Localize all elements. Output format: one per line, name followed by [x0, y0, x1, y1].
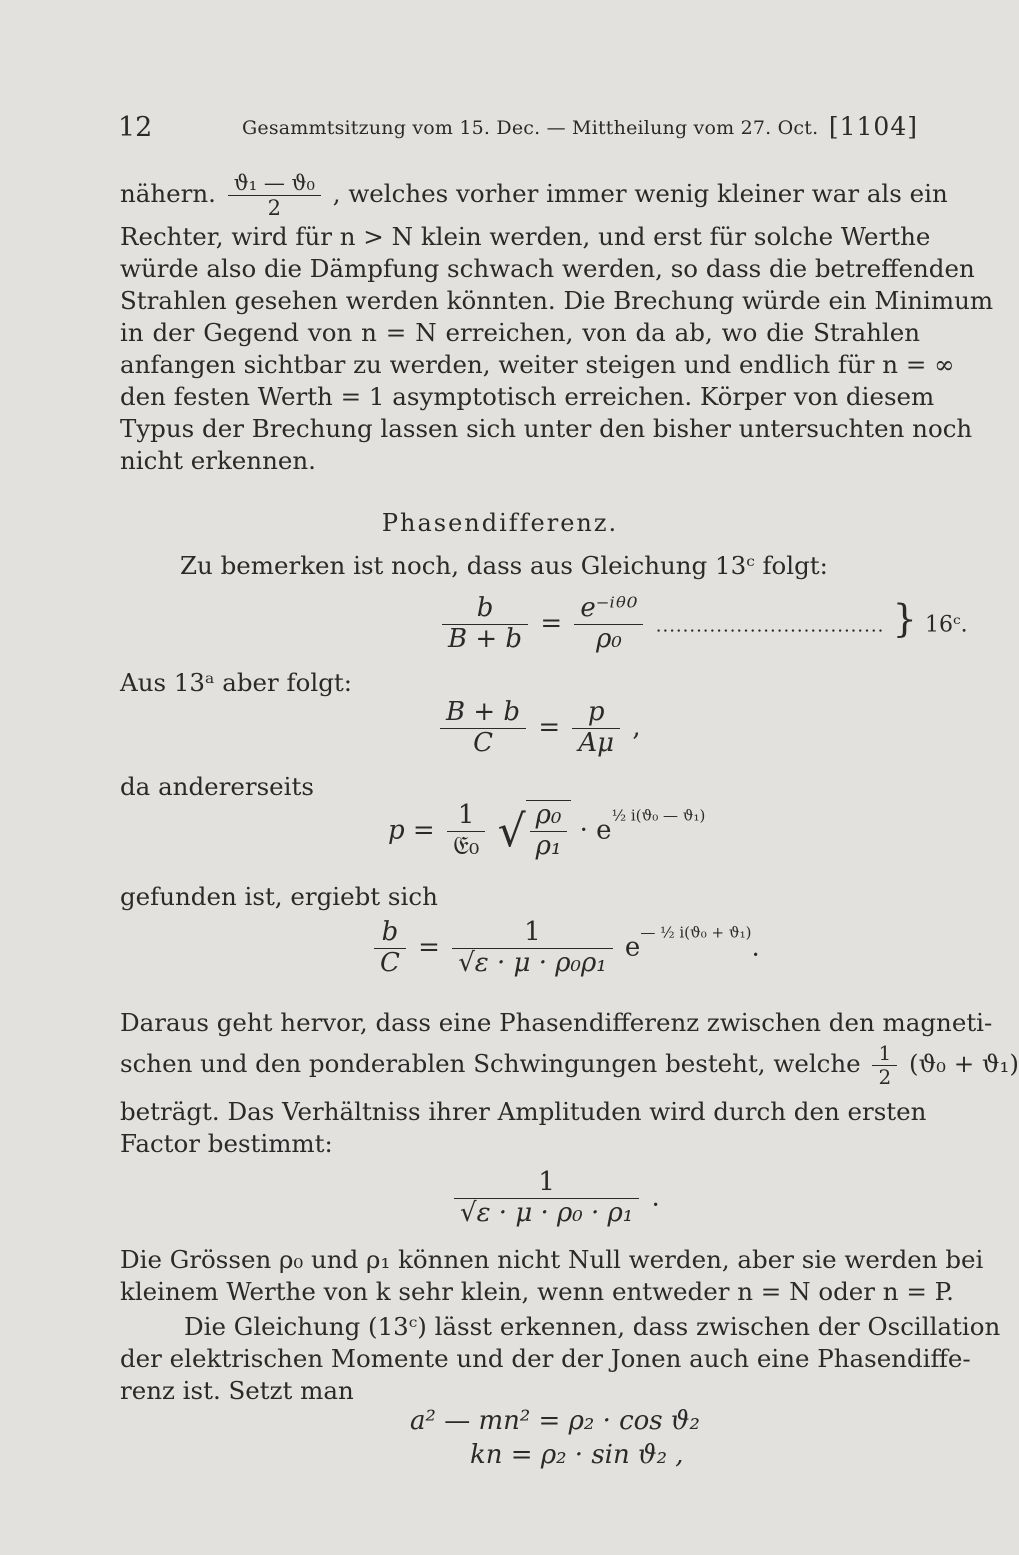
fraction [442, 594, 528, 655]
fraction [530, 801, 568, 862]
fraction [440, 698, 526, 759]
text-line: Die Grössen ρ₀ und ρ₁ können nicht Null werden, aber sie werden bei [120, 1245, 984, 1274]
fraction-denominator: 𝔈₀ [452, 830, 480, 861]
fraction-numerator: 1 [452, 918, 612, 949]
text-line: Aus 13ᵃ aber folgt: [120, 668, 352, 697]
text-line: beträgt. Das Verhältniss ihrer Amplituden wird durch den ersten [120, 1097, 927, 1126]
fraction [454, 1168, 639, 1229]
fraction-denominator: √ε · μ · ρ₀ρ₁ [458, 947, 607, 978]
running-head: Gesammtsitzung vom 15. Dec. — Mittheilung vom 27. Oct. [242, 117, 819, 139]
fraction-denominator: Aμ [578, 727, 615, 758]
text-line: gefunden ist, ergiebt sich [120, 882, 438, 911]
exponent: — ½ i(ϑ₀ + ϑ₁) [640, 923, 752, 942]
equation-label: 16ᶜ. [925, 612, 968, 638]
text-line: Zu bemerken ist noch, dass aus Gleichung 13ᶜ folgt: [180, 551, 828, 580]
fraction-numerator: ϑ₁ — ϑ₀ [228, 171, 321, 196]
text-span: , welches vorher immer wenig kleiner war als ein [332, 179, 948, 208]
punctuation: . [651, 1182, 660, 1213]
text-span: (ϑ₀ + ϑ₁) [909, 1049, 1019, 1078]
text-line: kleinem Werthe von k sehr klein, wenn entweder n = N oder n = P. [120, 1277, 954, 1306]
original-page-number: [1104] [828, 112, 918, 141]
equation [450, 1168, 660, 1229]
equation: p = $\frac{1}{\text{𝔈₀}}$ √ $\frac{\text{ρ₀}}{\text{ρ₁}}$ · $e^{\frac{1}{2} i(ϑ_0 — ϑ_1)}$ [388, 800, 706, 861]
text-line: würde also die Dämpfung schwach werden, so dass die betreffenden [120, 254, 975, 283]
equation-16c: $\frac{b}{B + b}$ = $\frac{\text{e⁻ⁱᶿ⁰}}{\text{ρ₀}}$ .................................. } 16ᶜ. [438, 594, 968, 655]
text-line: in der Gegend von n = N erreichen, von da ab, wo die Strahlen [120, 318, 920, 347]
fraction-numerator: e⁻ⁱᶿ⁰ [574, 594, 643, 625]
text-line [120, 1038, 1019, 1090]
fraction-numerator: 1 [872, 1042, 897, 1066]
text-line: nicht erkennen. [120, 446, 316, 475]
fraction [452, 918, 612, 979]
fraction-denominator: 2 [267, 196, 282, 220]
page-number: 12 [118, 112, 153, 143]
equation-lhs: p = [388, 815, 435, 846]
fraction [574, 594, 643, 655]
equation: kn = ρ₂ · sin ϑ₂ , [470, 1440, 684, 1470]
section-heading: Phasendifferenz. [381, 509, 619, 537]
fraction-numerator: B + b [440, 698, 526, 729]
square-root [526, 800, 572, 862]
fraction-numerator: ρ₀ [530, 801, 568, 832]
fraction [374, 918, 406, 979]
text-line: Factor bestimmt: [120, 1129, 333, 1158]
fraction-numerator: 1 [454, 1168, 639, 1199]
text-line: renz ist. Setzt man [120, 1376, 354, 1405]
fraction [872, 1042, 897, 1089]
text-line: Typus der Brechung lassen sich unter den bisher untersuchten noch [120, 414, 973, 443]
fraction [572, 698, 620, 759]
fraction-denominator: ρ₀ [596, 623, 622, 654]
fraction-denominator: √ε · μ · ρ₀ · ρ₁ [460, 1197, 634, 1228]
exponential: e [624, 932, 641, 963]
fraction-numerator: b [442, 594, 528, 625]
text-span: nähern. [120, 179, 216, 208]
page-header [118, 112, 918, 152]
text-line [120, 170, 948, 220]
equation: $\frac{B + b}{C}$ = $\frac{p}{A\mu}$ , [436, 698, 641, 759]
text-line: Strahlen gesehen werden könnten. Die Brechung würde ein Minimum [120, 286, 994, 315]
text-line: den festen Werth = 1 asymptotisch erreichen. Körper von diesem [120, 382, 935, 411]
text-line: Rechter, wird für n > N klein werden, und erst für solche Werthe [120, 222, 931, 251]
text-span: schen und den ponderablen Schwingungen besteht, welche [120, 1049, 861, 1078]
exponent: ½ i(ϑ₀ — ϑ₁) [611, 806, 706, 825]
text-line: da andererseits [120, 772, 314, 801]
dot-leader: .................................. [655, 615, 885, 637]
text-line: Die Gleichung (13ᶜ) lässt erkennen, dass zwischen der Oscillation [184, 1312, 1001, 1341]
fraction-numerator: p [572, 698, 620, 729]
fraction-denominator: ρ₁ [535, 830, 562, 861]
text-line: der elektrischen Momente und der der Jonen auch eine Phasendiffe- [120, 1344, 971, 1373]
text-line: anfangen sichtbar zu werden, weiter steigen und endlich für n = ∞ [120, 350, 955, 379]
fraction-denominator: C [473, 727, 493, 758]
text-line: Daraus geht hervor, dass eine Phasendifferenz zwischen den magneti- [120, 1008, 993, 1037]
fraction-denominator: C [380, 947, 400, 978]
fraction-denominator: B + b [448, 623, 523, 654]
fraction-numerator: 1 [447, 801, 485, 832]
fraction-denominator: 2 [878, 1065, 892, 1089]
fraction [228, 171, 321, 220]
fraction [447, 801, 485, 862]
exponential: · e [579, 815, 612, 846]
equation: a² — mn² = ρ₂ · cos ϑ₂ [410, 1406, 700, 1436]
fraction-numerator: b [374, 918, 406, 949]
equation: $\frac{b}{C}$ = $\frac{1}{\text{√ε · μ · ρ₀ρ₁}}$ $e^{— \frac{1}{2} i(ϑ_0 + ϑ_1)}$. [370, 918, 760, 979]
